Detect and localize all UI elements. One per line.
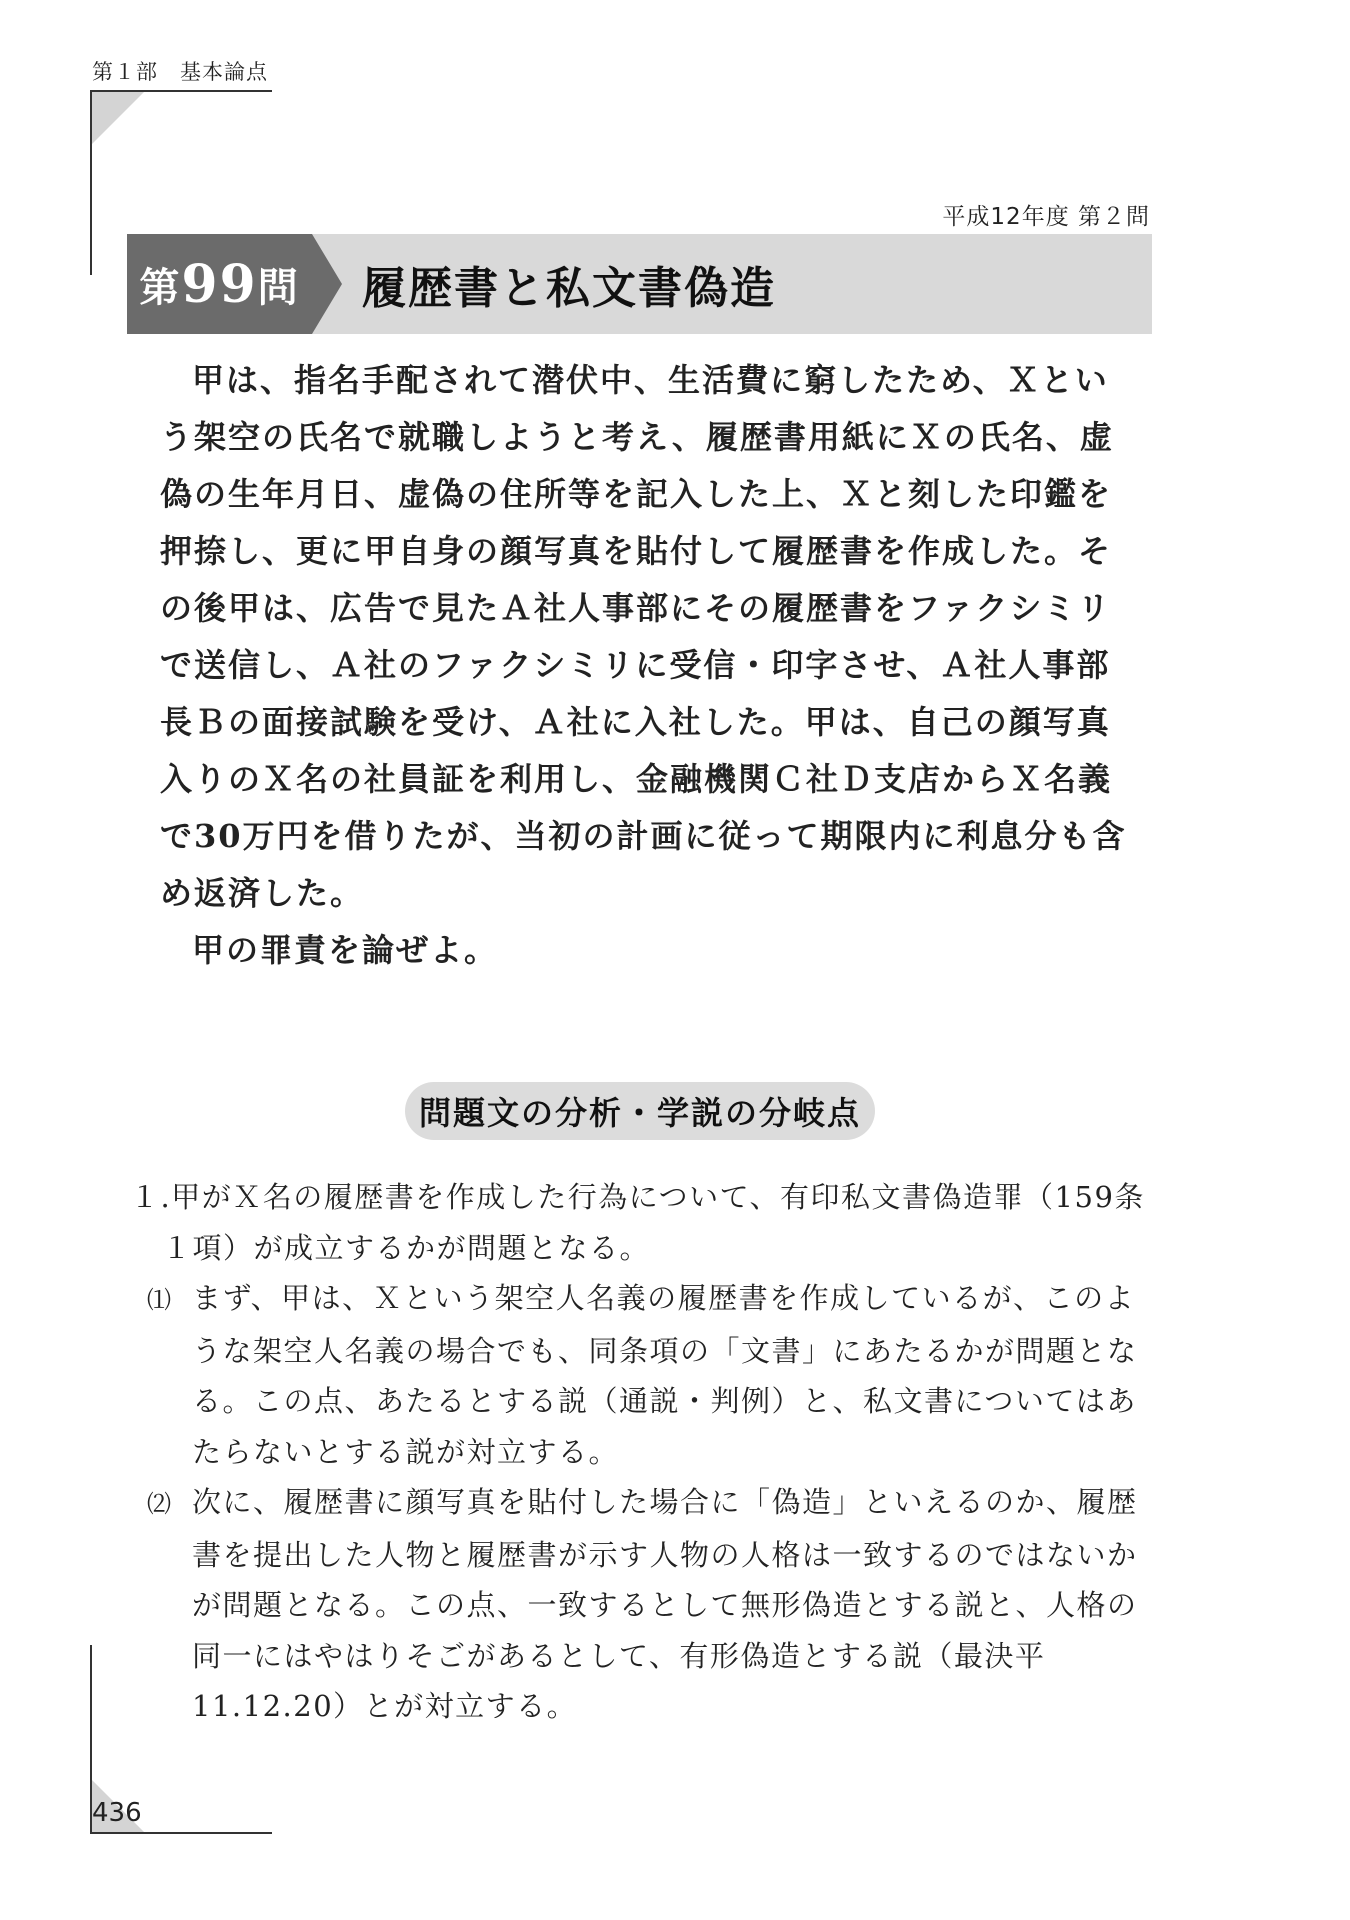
exam-source-label: 平成12年度 第２問 [942, 204, 1150, 230]
problem-paragraph-2: 甲の罪責を論ぜよ。 [192, 931, 499, 969]
problem-number: 99 [181, 253, 258, 315]
analysis-sub-2-text: 次に、履歴書に顔写真を貼付した場合に「偽造」といえるのか、履歴書を提出した人物と履歴書が示す人物の人格は一致するのではないかが問題となる。この点、一致するとして無形偽造とする説と、人格の同一にはやはりそごがあるとして、有形偽造とする説（最決平11.12.20）とが対立する。 [192, 1485, 1138, 1723]
analysis-sub-1-label: ⑴ [147, 1286, 173, 1314]
analysis-sub-2 [130, 1477, 1155, 1732]
footer-rule [90, 1832, 272, 1834]
title-arrow [312, 234, 342, 334]
section-heading: 問題文の分析・学説の分岐点 [418, 1094, 861, 1132]
problem-number-suffix: 問 [257, 263, 300, 311]
problem-paragraph-1: 甲は、指名手配されて潜伏中、生活費に窮したため、Ｘという架空の氏名で就職しようと考え、履歴書用紙にＸの氏名、虚偽の生年月日、虚偽の住所等を記入した上、Ｘと刻した印鑑を押捺し、更に甲自身の顔写真を貼付して履歴書を作成した。その後甲は、広告で見たＡ社人事部にその履歴書をファクシミリで送信し、Ａ社のファクシミリに受信・印字させ、Ａ社人事部長Ｂの面接試験を受け、Ａ社に入社した。甲は、自己の顔写真入りのＸ名の社員証を利用し、金融機関Ｃ社Ｄ支店からＸ名義で30万円を借りたが、当初の計画に従って期限内に利息分も含め返済した。 [160, 361, 1127, 912]
corner-decoration-top [92, 92, 144, 144]
problem-statement [160, 352, 1135, 979]
problem-number-prefix: 第 [139, 263, 182, 311]
section-heading-pill [405, 1082, 875, 1140]
analysis-sub-2-label: ⑵ [147, 1490, 173, 1518]
problem-number-badge [127, 234, 312, 334]
running-head: 第１部 基本論点 [92, 60, 268, 84]
analysis-sub-1 [130, 1273, 1155, 1477]
page-number: 436 [92, 1798, 142, 1828]
analysis-item-1-text: 甲がＸ名の履歴書を作成した行為について、有印私文書偽造罪（159条１項）が成立するかが問題となる。 [162, 1180, 1145, 1265]
analysis-sub-1-text: まず、甲は、Ｘという架空人名義の履歴書を作成しているが、このような架空人名義の場合でも、同条項の「文書」にあたるかが問題となる。この点、あたるとする説（通説・判例）と、私文書についてはあたらないとする説が対立する。 [192, 1281, 1138, 1469]
analysis-item-1 [130, 1172, 1155, 1273]
analysis-section [130, 1172, 1155, 1732]
problem-title: 履歴書と私文書偽造 [362, 263, 776, 314]
analysis-item-1-label: １. [130, 1180, 172, 1214]
